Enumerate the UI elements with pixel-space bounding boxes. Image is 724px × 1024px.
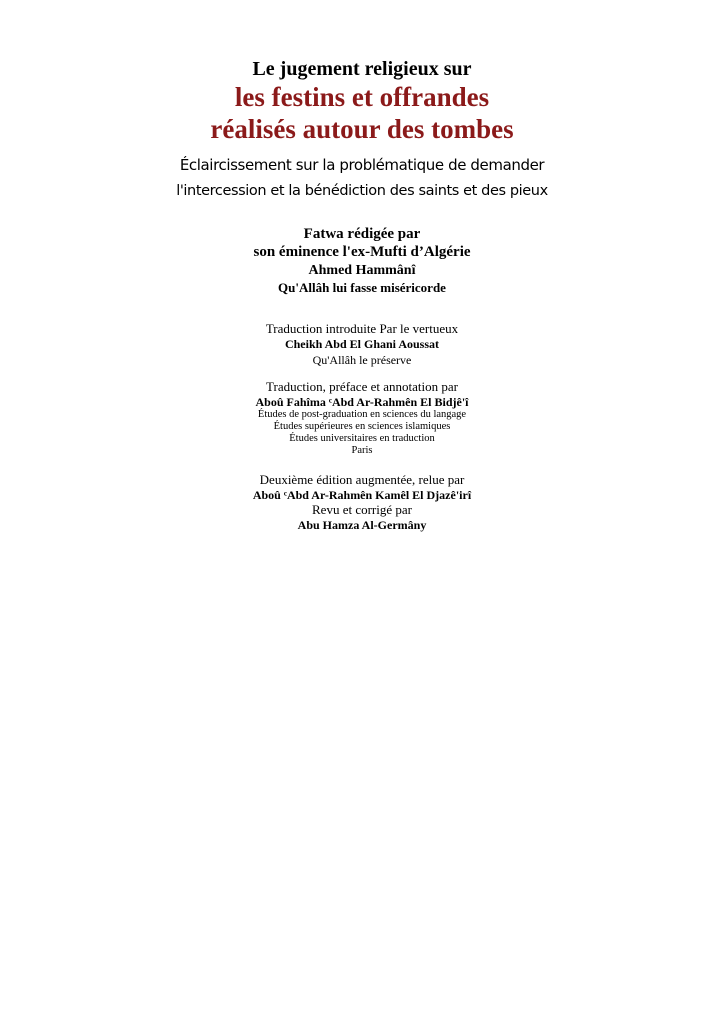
credential-location: Paris xyxy=(351,445,373,456)
pretitle: Le jugement religieux sur xyxy=(252,58,472,80)
introduction-name: Cheikh Abd El Ghani Aoussat xyxy=(284,337,440,351)
translation-name: Aboû Fahîma ᶜAbd Ar-Rahmên El Bidjê'î xyxy=(255,395,469,409)
credential-line: Études universitaires en traduction xyxy=(289,433,435,444)
subtitle-line-2: l'intercession et la bénédiction des saints et des pieux xyxy=(176,183,548,199)
review-line: Revu et corrigé par xyxy=(312,502,412,517)
credential-line: Études supérieures en sciences islamiques xyxy=(273,421,451,432)
credential-line: Études de post-graduation en sciences du langage xyxy=(257,409,467,420)
fatwa-line-1: Fatwa rédigée par xyxy=(303,226,421,242)
translation-line: Traduction, préface et annotation par xyxy=(266,379,458,394)
edition-name: Aboû ᶜAbd Ar-Rahmên Kamêl El Djazê'irî xyxy=(252,488,472,502)
introduction-prayer: Qu'Allâh le préserve xyxy=(312,353,412,367)
main-title-line-2: réalisés autour des tombes xyxy=(210,114,514,144)
edition-line: Deuxième édition augmentée, relue par xyxy=(259,472,465,487)
fatwa-author: Ahmed Hammânî xyxy=(308,263,416,278)
reviewer-name: Abu Hamza Al-Germâny xyxy=(297,518,427,532)
introduction-line: Traduction introduite Par le vertueux xyxy=(265,321,459,336)
fatwa-prayer: Qu'Allâh lui fasse miséricorde xyxy=(278,280,446,295)
subtitle-line-1: Éclaircissement sur la problématique de demander xyxy=(179,156,545,174)
fatwa-line-2: son éminence l'ex-Mufti d’Algérie xyxy=(253,244,471,260)
main-title-line-1: les festins et offrandes xyxy=(234,82,490,112)
